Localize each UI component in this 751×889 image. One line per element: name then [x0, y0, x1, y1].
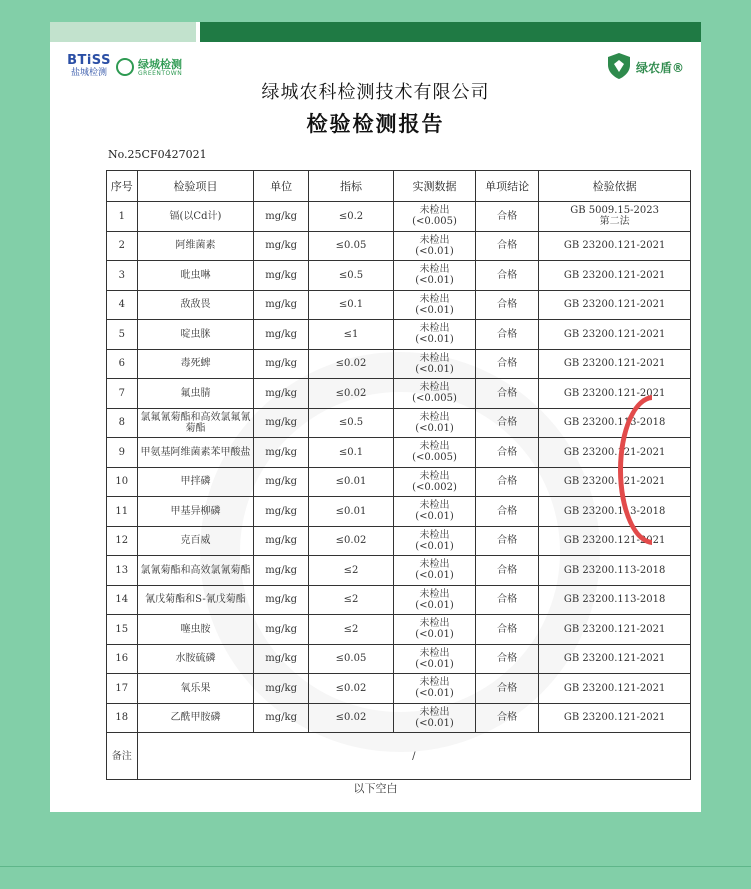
table-row: [107, 231, 691, 261]
col-header-limit: 指标: [308, 171, 393, 202]
report-page: [50, 22, 701, 812]
limit: ≤0.1: [308, 290, 393, 320]
test-basis-standard: GB 23200.121-2021: [563, 240, 666, 252]
measured-value: (<0.005): [412, 393, 457, 405]
row-number: 6: [107, 349, 138, 379]
bottom-rule: [0, 866, 751, 867]
test-basis-standard: GB 23200.121-2021: [563, 358, 666, 370]
measured-value: (<0.01): [415, 599, 454, 611]
table-row: [107, 408, 691, 438]
test-basis-standard: GB 5009.15-2023: [570, 205, 659, 217]
col-header-result: 单项结论: [475, 171, 538, 202]
test-basis-standard: GB 23200.121-2021: [563, 712, 666, 724]
measured-value: (<0.002): [412, 481, 457, 493]
measured-value: (<0.01): [415, 688, 454, 700]
greentown-logo-text: 绿城检测: [138, 58, 182, 71]
measured-value: (<0.01): [415, 334, 454, 346]
measured-data: [394, 674, 476, 704]
conclusion: 合格: [475, 615, 538, 645]
test-item: 氯氰菊酯和高效氯氰菊酯: [137, 556, 254, 586]
test-basis: [539, 261, 691, 291]
btiss-logo-subtext: 盐城检测: [70, 68, 107, 78]
conclusion: 合格: [475, 526, 538, 556]
measured-data: [394, 467, 476, 497]
row-number: 16: [107, 644, 138, 674]
limit: ≤0.02: [308, 703, 393, 733]
row-number: 2: [107, 231, 138, 261]
col-header-basis: 检验依据: [539, 171, 691, 202]
row-number: 9: [107, 438, 138, 468]
measured-data: [394, 320, 476, 350]
measured-data: [394, 202, 476, 232]
measured-status: 未检出: [419, 529, 450, 541]
row-number: 12: [107, 526, 138, 556]
table-row: [107, 674, 691, 704]
btiss-logo-text: BTiSS: [67, 53, 111, 68]
measured-value: (<0.005): [412, 216, 457, 228]
test-basis: [539, 349, 691, 379]
unit: mg/kg: [254, 497, 309, 527]
measured-status: 未检出: [419, 264, 450, 276]
limit: ≤0.02: [308, 379, 393, 409]
test-item: 甲氨基阿维菌素苯甲酸盐: [137, 438, 254, 468]
row-number: 4: [107, 290, 138, 320]
top-banner: [50, 22, 701, 42]
unit: mg/kg: [254, 261, 309, 291]
table-row: [107, 290, 691, 320]
row-number: 7: [107, 379, 138, 409]
test-basis: [539, 379, 691, 409]
col-header-unit: 单位: [254, 171, 309, 202]
test-results-table: [106, 170, 691, 780]
shield-icon: [606, 52, 632, 80]
greentown-logo: [116, 56, 196, 80]
conclusion: 合格: [475, 585, 538, 615]
limit: ≤0.01: [308, 497, 393, 527]
row-number: 1: [107, 202, 138, 232]
test-basis: [539, 497, 691, 527]
test-item: 镉(以Cd计): [137, 202, 254, 232]
table-row: [107, 261, 691, 291]
limit: ≤2: [308, 615, 393, 645]
test-item: 甲基异柳磷: [137, 497, 254, 527]
table-row: [107, 467, 691, 497]
measured-status: 未检出: [419, 559, 450, 571]
measured-data: [394, 290, 476, 320]
test-basis-standard: GB 23200.121-2021: [563, 328, 666, 340]
measured-data: [394, 703, 476, 733]
report-number: No.25CF0427021: [108, 148, 207, 161]
table-row: [107, 526, 691, 556]
conclusion: 合格: [475, 261, 538, 291]
measured-data: [394, 585, 476, 615]
test-basis: [539, 320, 691, 350]
test-basis-standard: GB 23200.113-2018: [563, 594, 666, 606]
row-number: 17: [107, 674, 138, 704]
measured-data: [394, 615, 476, 645]
row-number: 13: [107, 556, 138, 586]
row-number: 18: [107, 703, 138, 733]
unit: mg/kg: [254, 615, 309, 645]
test-item: 噻虫胺: [137, 615, 254, 645]
test-item: 水胺硫磷: [137, 644, 254, 674]
measured-status: 未检出: [419, 234, 450, 246]
conclusion: 合格: [475, 497, 538, 527]
lvnongdun-logo-text: 绿农盾®: [636, 61, 685, 75]
test-basis-standard: GB 23200.121-2021: [563, 623, 666, 635]
measured-status: 未检出: [419, 677, 450, 689]
btiss-logo: [67, 54, 111, 79]
test-item: 阿维菌素: [137, 231, 254, 261]
measured-status: 未检出: [419, 441, 450, 453]
limit: ≤0.02: [308, 526, 393, 556]
test-basis: [539, 556, 691, 586]
test-basis-standard: GB 23200.121-2021: [563, 299, 666, 311]
measured-value: (<0.01): [415, 658, 454, 670]
unit: mg/kg: [254, 231, 309, 261]
table-row: [107, 644, 691, 674]
measured-data: [394, 261, 476, 291]
test-basis: [539, 290, 691, 320]
measured-value: (<0.005): [412, 452, 457, 464]
measured-status: 未检出: [419, 618, 450, 630]
unit: mg/kg: [254, 202, 309, 232]
conclusion: 合格: [475, 438, 538, 468]
remark-value: /: [137, 733, 690, 780]
measured-status: 未检出: [419, 470, 450, 482]
conclusion: 合格: [475, 674, 538, 704]
limit: ≤2: [308, 556, 393, 586]
unit: mg/kg: [254, 556, 309, 586]
test-basis-standard: GB 23200.121-2021: [563, 653, 666, 665]
measured-status: 未检出: [419, 411, 450, 423]
test-basis-standard: GB 23200.121-2021: [563, 682, 666, 694]
test-basis: [539, 615, 691, 645]
table-row: [107, 438, 691, 468]
unit: mg/kg: [254, 703, 309, 733]
table-row: [107, 615, 691, 645]
measured-value: (<0.01): [415, 511, 454, 523]
test-basis-standard: GB 23200.113-2018: [563, 564, 666, 576]
test-basis: [539, 526, 691, 556]
test-basis-standard: GB 23200.121-2021: [563, 446, 666, 458]
test-item: 氟虫腈: [137, 379, 254, 409]
test-basis: [539, 231, 691, 261]
col-header-data: 实测数据: [394, 171, 476, 202]
measured-status: 未检出: [419, 588, 450, 600]
conclusion: 合格: [475, 231, 538, 261]
table-row: [107, 703, 691, 733]
table-row: [107, 349, 691, 379]
row-number: 11: [107, 497, 138, 527]
measured-value: (<0.01): [415, 245, 454, 257]
row-number: 10: [107, 467, 138, 497]
col-header-no: 序号: [107, 171, 138, 202]
test-basis: [539, 408, 691, 438]
measured-data: [394, 556, 476, 586]
test-item: 毒死蜱: [137, 349, 254, 379]
limit: ≤0.05: [308, 644, 393, 674]
remark-row: [107, 733, 691, 780]
measured-data: [394, 349, 476, 379]
measured-value: (<0.01): [415, 363, 454, 375]
table-row: [107, 497, 691, 527]
limit: ≤0.02: [308, 674, 393, 704]
limit: ≤0.02: [308, 349, 393, 379]
measured-data: [394, 408, 476, 438]
test-item: 啶虫脒: [137, 320, 254, 350]
test-item: 氧乐果: [137, 674, 254, 704]
row-number: 3: [107, 261, 138, 291]
conclusion: 合格: [475, 379, 538, 409]
conclusion: 合格: [475, 320, 538, 350]
unit: mg/kg: [254, 290, 309, 320]
limit: ≤0.5: [308, 261, 393, 291]
test-basis-standard: GB 23200.121-2021: [563, 476, 666, 488]
test-basis-standard: GB 23200.121-2021: [563, 269, 666, 281]
measured-value: (<0.01): [415, 422, 454, 434]
limit: ≤0.2: [308, 202, 393, 232]
conclusion: 合格: [475, 703, 538, 733]
measured-value: (<0.01): [415, 717, 454, 729]
test-basis: [539, 202, 691, 232]
test-item: 吡虫啉: [137, 261, 254, 291]
test-item: 甲拌磷: [137, 467, 254, 497]
limit: ≤0.1: [308, 438, 393, 468]
measured-status: 未检出: [419, 382, 450, 394]
row-number: 15: [107, 615, 138, 645]
measured-data: [394, 379, 476, 409]
measured-status: 未检出: [419, 352, 450, 364]
unit: mg/kg: [254, 644, 309, 674]
test-basis-standard: GB 23200.121-2021: [563, 535, 666, 547]
measured-value: (<0.01): [415, 275, 454, 287]
measured-value: (<0.01): [415, 629, 454, 641]
row-number: 8: [107, 408, 138, 438]
table-row: [107, 585, 691, 615]
lvnongdun-logo: [606, 52, 686, 80]
test-item: 氯氟氰菊酯和高效氯氟氰菊酯: [137, 408, 254, 438]
conclusion: 合格: [475, 290, 538, 320]
remark-label: 备注: [107, 733, 138, 780]
limit: ≤0.01: [308, 467, 393, 497]
measured-data: [394, 497, 476, 527]
measured-data: [394, 231, 476, 261]
end-of-report-note: 以下空白: [353, 782, 398, 795]
limit: ≤0.05: [308, 231, 393, 261]
measured-data: [394, 526, 476, 556]
unit: mg/kg: [254, 467, 309, 497]
conclusion: 合格: [475, 644, 538, 674]
unit: mg/kg: [254, 674, 309, 704]
test-basis-standard: GB 23200.121-2021: [563, 387, 666, 399]
measured-status: 未检出: [419, 293, 450, 305]
conclusion: 合格: [475, 556, 538, 586]
limit: ≤0.5: [308, 408, 393, 438]
conclusion: 合格: [475, 467, 538, 497]
test-item: 克百威: [137, 526, 254, 556]
conclusion: 合格: [475, 202, 538, 232]
unit: mg/kg: [254, 379, 309, 409]
measured-status: 未检出: [419, 500, 450, 512]
table-body: [107, 202, 691, 733]
top-banner-light: [50, 22, 196, 42]
table-row: [107, 202, 691, 232]
test-basis: [539, 438, 691, 468]
conclusion: 合格: [475, 349, 538, 379]
table-header-row: [107, 171, 691, 202]
test-basis: [539, 703, 691, 733]
test-basis: [539, 467, 691, 497]
table-row: [107, 379, 691, 409]
measured-status: 未检出: [419, 205, 450, 217]
unit: mg/kg: [254, 585, 309, 615]
measured-value: (<0.01): [415, 540, 454, 552]
test-basis-standard: GB 23200.113-2018: [563, 505, 666, 517]
greentown-logo-en: GREENTOWN: [138, 70, 183, 77]
test-basis: [539, 644, 691, 674]
test-basis: [539, 674, 691, 704]
table-row: [107, 320, 691, 350]
measured-status: 未检出: [419, 647, 450, 659]
test-basis-method: 第二法: [599, 216, 630, 228]
test-basis: [539, 585, 691, 615]
unit: mg/kg: [254, 349, 309, 379]
col-header-item: 检验项目: [137, 171, 254, 202]
measured-status: 未检出: [419, 323, 450, 335]
top-banner-dark: [200, 22, 701, 42]
unit: mg/kg: [254, 320, 309, 350]
measured-value: (<0.01): [415, 570, 454, 582]
limit: ≤2: [308, 585, 393, 615]
unit: mg/kg: [254, 438, 309, 468]
greentown-emblem-icon: [116, 58, 134, 76]
measured-data: [394, 438, 476, 468]
measured-status: 未检出: [419, 706, 450, 718]
test-item: 乙酰甲胺磷: [137, 703, 254, 733]
report-title: 检验检测报告: [306, 111, 445, 136]
conclusion: 合格: [475, 408, 538, 438]
measured-value: (<0.01): [415, 304, 454, 316]
unit: mg/kg: [254, 408, 309, 438]
company-name: 绿城农科检测技术有限公司: [261, 82, 490, 103]
limit: ≤1: [308, 320, 393, 350]
row-number: 5: [107, 320, 138, 350]
unit: mg/kg: [254, 526, 309, 556]
measured-data: [394, 644, 476, 674]
test-basis-standard: GB 23200.113-2018: [563, 417, 666, 429]
table-row: [107, 556, 691, 586]
test-item: 氰戊菊酯和S-氰戊菊酯: [137, 585, 254, 615]
row-number: 14: [107, 585, 138, 615]
test-item: 敌敌畏: [137, 290, 254, 320]
